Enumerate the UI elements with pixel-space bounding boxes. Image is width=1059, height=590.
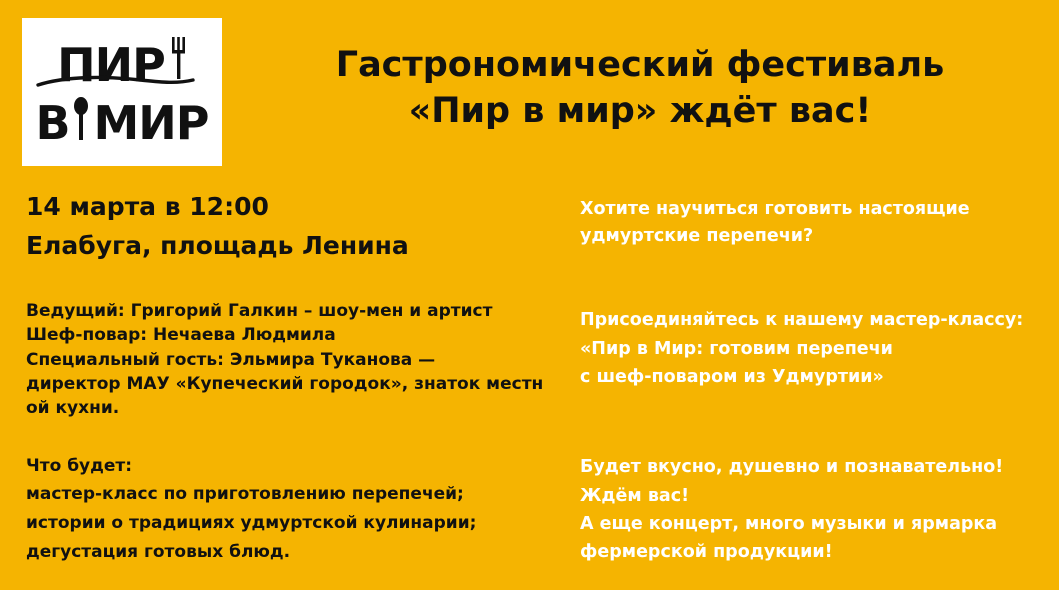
crew-line-host: Ведущий: Григорий Галкин – шоу-мен и артист — [26, 301, 493, 321]
page-title — [240, 42, 1040, 134]
invite-line-3: с шеф-поваром из Удмуртии» — [580, 366, 884, 387]
program-item-2: истории о традициях удмуртской кулинарии; — [26, 513, 477, 534]
invite-line-2: «Пир в Мир: готовим перепечи — [580, 338, 893, 359]
program-list — [26, 480, 546, 568]
program-item-3: дегустация готовых блюд. — [26, 542, 291, 563]
event-datetime: 14 марта в 12:00 — [26, 192, 269, 221]
spoon-icon — [72, 97, 92, 148]
event-details-column — [26, 190, 546, 568]
crew-line-chef: Шеф-повар: Нечаева Людмила — [26, 325, 336, 346]
event-location: Елабуга, площадь Ленина — [26, 230, 409, 260]
logo-text-pir: ПИР — [57, 37, 165, 92]
title-line-1: Гастрономический фестиваль — [335, 45, 945, 85]
festival-logo — [22, 18, 222, 166]
outro-line-3: А еще концерт, много музыки и ярмарка — [580, 513, 998, 534]
outro-line-1: Будет вкусно, душевно и познавательно! — [580, 457, 1004, 478]
invite-line-1: Присоединяйтесь к нашему мастер-классу: — [580, 310, 1024, 331]
crew-line-guest-3: ой кухни. — [26, 398, 120, 419]
logo-text-v: В — [35, 95, 70, 150]
title-line-2: «Пир в мир» ждёт вас! — [408, 91, 872, 132]
masterclass-outro — [580, 453, 1050, 566]
fork-icon — [171, 36, 187, 87]
outro-line-4: фермерской продукции! — [580, 542, 833, 563]
crew-line-guest-2: директор МАУ «Купеческий городок», знаток местн — [26, 373, 544, 394]
masterclass-invite — [580, 306, 1050, 391]
masterclass-question — [580, 196, 1050, 250]
logo-line-2 — [35, 97, 208, 148]
crew-line-guest-1: Специальный гость: Эльмира Туканова — — [26, 349, 436, 370]
logo-text-mir: МИР — [93, 95, 209, 150]
program-item-1: мастер-класс по приготовлению перепечей; — [26, 483, 464, 504]
logo-line-1 — [57, 36, 187, 93]
outro-line-2: Ждём вас! — [580, 485, 690, 506]
question-line-1: Хотите научиться готовить настоящие — [580, 199, 970, 219]
masterclass-column — [580, 196, 1050, 567]
event-crew-list — [26, 299, 546, 420]
question-line-2: удмуртские перепечи? — [580, 226, 814, 247]
program-heading: Что будет: — [26, 456, 133, 477]
